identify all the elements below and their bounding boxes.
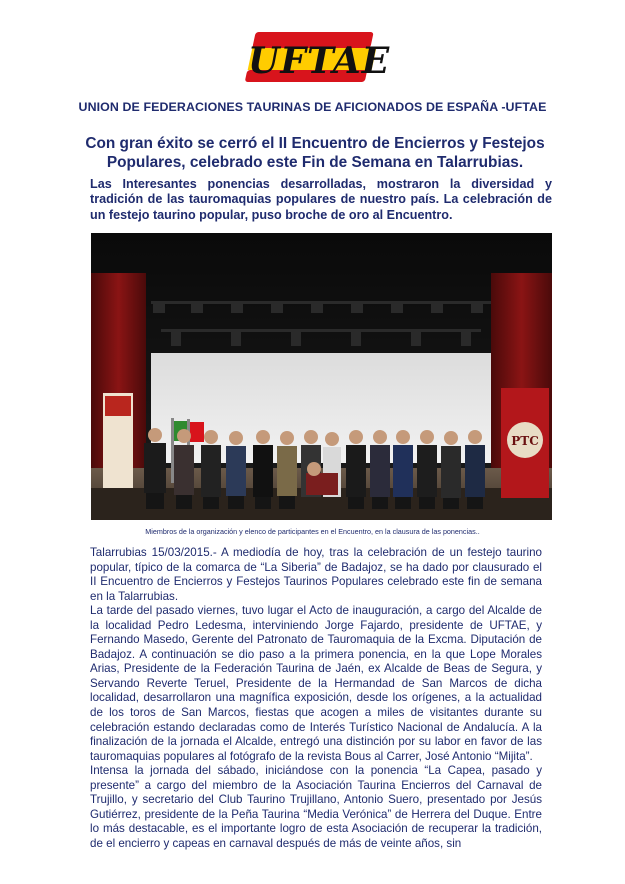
body-paragraph-1: Talarrubias 15/03/2015.- A mediodía de hoy, tras la celebración de un festejo taurino popular, típico de la comarca de “La Siberia” de Badajoz, se ha dado por clausurado el II Encuentro de Encierros y Festejos Taurinos Populares celebrado este fin de semana en la Talarrubias. [90,546,542,603]
logo-text: UFTAE [248,40,391,82]
body-paragraph-3: Intensa la jornada del sábado, iniciándose con la ponencia “La Capea, pasado y presente” a cargo del miembro de la Asociación Taurina Encierros del Carnaval de Trujillo, y secretario del Club Taurino Trujillano, Antonio Suero, presentado por Jesús Gutiérrez, presidente de la Peña Taurina “Media Verónica” de Herrera del Duque. Entre lo más destacable, es el importante logro de esta Asociación de recuperar la tradición, de el encierro y capeas en carnaval después de más de veinte años, sin [90,764,542,850]
photo-caption: Miembros de la organización y elenco de participantes en el Encuentro, en la clausura de las ponencias.. [145,527,480,536]
lead-paragraph: Las Interesantes ponencias desarrolladas, mostraron la diversidad y tradición de las tauromaquias populares de nuestro país. La celebración de un festejo taurino popular, puso broche de oro al Encuentro. [90,177,552,222]
article-body [90,546,542,851]
banner-right-text: PTC [511,434,539,448]
uftae-logo [244,32,391,94]
body-paragraph-2: La tarde del pasado viernes, tuvo lugar el Acto de inauguración, a cargo del Alcalde de la localidad Pedro Ledesma, interviniendo Jorge Fajardo, presidente de UFTAE, y Fernando Masedo, Gerente del Patronato de Tauromaquia de la Excma. Diputación de Badajoz. A continuación se dio paso a la primera ponencia, en la que Lope Morales Arias, Presidente de la Federación Taurina de Jaén, ex Alcalde de Beas de Segura, y Servando Reverte Teruel, Presidente de la Hermandad de San Marcos de dicha localidad, desarrollaron una magnífica exposición, desde los orígenes, a la actualidad de los toros de San Marcos, fiestas que acogen a miles de visitantes durante su celebración estando declaradas como de Interés Turístico Nacional de Andalucía. A la finalización de la jornada el Alcalde, entregó una distinción por su labor en favor de las tauromaquias populares al fotógrafo de la revista Bous al Carrer, José Antonio “Mijita”. [90,604,542,763]
organization-title: UNION DE FEDERACIONES TAURINAS DE AFICIONADOS DE ESPAÑA -UFTAE [78,100,547,114]
headline: Con gran éxito se cerró el II Encuentro de Encierros y Festejos Populares, celebrado este Fin de Semana en Talarrubias. [85,135,545,171]
event-photo [91,233,552,520]
